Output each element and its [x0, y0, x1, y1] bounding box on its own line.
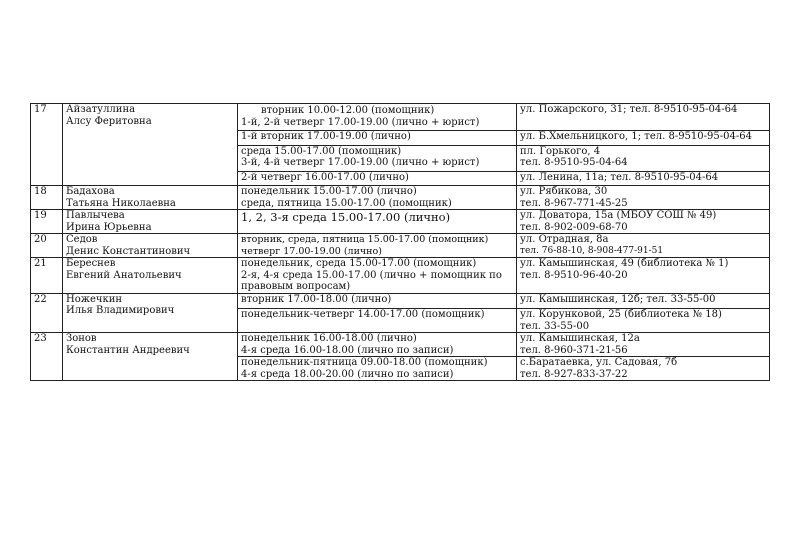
table-row: [31, 258, 770, 294]
deputy-name: Береснев Евгений Анатольевич: [63, 258, 238, 294]
deputy-name: Седов Денис Константинович: [63, 234, 238, 258]
address-cell: ул. Доватора, 15а (МБОУ СОШ № 49) тел. 8-902-009-68-70: [517, 210, 770, 234]
table-row: [31, 293, 770, 309]
schedule-cell: 1, 2, 3-я среда 15.00-17.00 (лично): [238, 210, 517, 234]
address-cell: ул. Пожарского, 31; тел. 8-9510-95-04-64: [517, 104, 770, 131]
deputy-name: Павлычева Ирина Юрьевна: [63, 210, 238, 234]
deputy-name: Айзатуллина Алсу Феритовна: [63, 104, 238, 186]
row-number: 22: [31, 293, 63, 333]
table-row: [31, 333, 770, 357]
address-cell: ул. Камышинская, 12а тел. 8-960-371-21-56: [517, 333, 770, 357]
row-number: 18: [31, 186, 63, 210]
schedule-cell: понедельник 15.00-17.00 (лично) среда, пятница 15.00-17.00 (помощник): [238, 186, 517, 210]
table-row: [31, 234, 770, 258]
row-number: 19: [31, 210, 63, 234]
schedule-cell: вторник, среда, пятница 15.00-17.00 (помощник) четверг 17.00-19.00 (лично): [238, 234, 517, 258]
address-cell: ул. Ленина, 11а; тел. 8-9510-95-04-64: [517, 171, 770, 186]
schedule-cell: понедельник 16.00-18.00 (лично) 4-я среда 16.00-18.00 (лично по записи): [238, 333, 517, 357]
row-number: 21: [31, 258, 63, 294]
deputy-name: Зонов Константин Андреевич: [63, 333, 238, 381]
address-cell: ул. Отрадная, 8а тел. 76-88-10, 8-908-477-91-51: [517, 234, 770, 258]
row-number: 23: [31, 333, 63, 381]
schedule-cell: 2-й четверг 16.00-17.00 (лично): [238, 171, 517, 186]
row-number: 20: [31, 234, 63, 258]
row-number: 17: [31, 104, 63, 186]
reception-schedule-table: [30, 103, 770, 381]
schedule-cell: вторник 17.00-18.00 (лично): [238, 293, 517, 309]
address-cell: ул. Камышинская, 49 (библиотека № 1) тел. 8-9510-96-40-20: [517, 258, 770, 294]
schedule-cell: вторник 10.00-12.00 (помощник) 1-й, 2-й четверг 17.00-19.00 (лично + юрист): [238, 104, 517, 131]
address-cell: пл. Горького, 4 тел. 8-9510-95-04-64: [517, 145, 770, 171]
schedule-cell: среда 15.00-17.00 (помощник) 3-й, 4-й четверг 17.00-19.00 (лично + юрист): [238, 145, 517, 171]
table-row: [31, 104, 770, 131]
address-cell: ул. Рябикова, 30 тел. 8-967-771-45-25: [517, 186, 770, 210]
address-cell: ул. Камышинская, 12б; тел. 33-55-00: [517, 293, 770, 309]
address-cell: ул. Корунковой, 25 (библиотека № 18) тел. 33-55-00: [517, 309, 770, 333]
schedule-cell: понедельник-пятница 09.00-18.00 (помощник) 4-я среда 18.00-20.00 (лично по записи): [238, 357, 517, 381]
table-row: [31, 210, 770, 234]
schedule-cell: 1-й вторник 17.00-19.00 (лично): [238, 131, 517, 146]
table-row: [31, 186, 770, 210]
address-cell: ул. Б.Хмельницкого, 1; тел. 8-9510-95-04-64: [517, 131, 770, 146]
schedule-cell: понедельник, среда 15.00-17.00 (помощник) 2-я, 4-я среда 15.00-17.00 (лично + помощник по правовым вопросам): [238, 258, 517, 294]
address-cell: с.Баратаевка, ул. Садовая, 7б тел. 8-927-833-37-22: [517, 357, 770, 381]
deputy-name: Бадахова Татьяна Николаевна: [63, 186, 238, 210]
deputy-name: Ножечкин Илья Владимирович: [63, 293, 238, 333]
schedule-cell: понедельник-четверг 14.00-17.00 (помощник): [238, 309, 517, 333]
